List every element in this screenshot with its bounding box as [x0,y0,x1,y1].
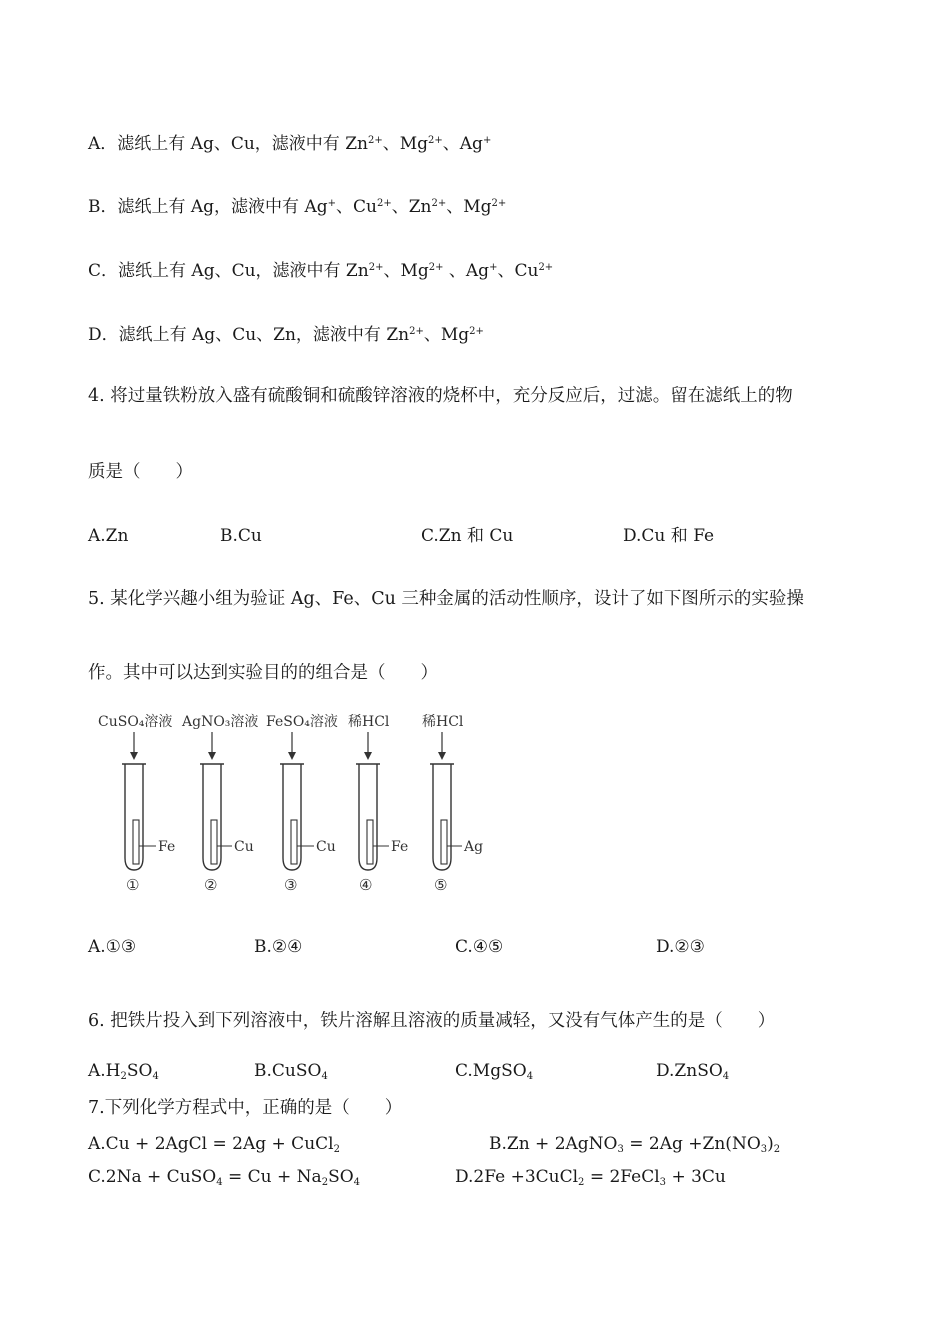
subscript: 4 [722,1071,730,1082]
tube-3-reagent-label: FeSO₄溶液 [266,714,338,730]
subscript: 4 [216,1177,223,1188]
ion-charge: 2+ [428,262,444,273]
tube-4-number: ④ [359,876,373,894]
q7-option-c-text: SO [328,1167,354,1187]
subscript: 3 [760,1144,768,1155]
q6-option-a [88,1060,159,1088]
q7-option-c [88,1166,360,1194]
q5-option-a: A.①③ [88,937,137,957]
q3-option-c-text: 、Mg [383,261,429,281]
q7-option-d-text: D.2Fe +3CuCl [455,1167,579,1187]
tube-1-metal-label: Fe [158,839,176,855]
subscript: 4 [321,1071,328,1082]
q5-stem-line2: 作。其中可以达到实验目的的组合是（ ） [88,663,438,683]
q7-option-b-text: B.Zn + 2AgNO [489,1134,618,1154]
subscript: 4 [526,1071,534,1082]
q6-option-a-text: SO [126,1061,153,1081]
q5-option-c: C.④⑤ [455,937,504,957]
q6-option-b-text: B.CuSO [254,1061,322,1081]
tube-5-reagent-label: 稀HCl [422,714,464,730]
ion-charge: 2+ [469,326,484,337]
q6-option-d-text: D.ZnSO [656,1061,723,1081]
tube-5-metal-label: Ag [464,839,484,855]
ion-charge: + [482,135,492,146]
q6-stem: 6. 把铁片投入到下列溶液中，铁片溶解且溶液的质量减轻，又没有气体产生的是（ ） [88,1011,776,1031]
subscript: 4 [353,1177,361,1188]
q3-option-d [88,321,484,346]
q7-option-c-text: = Cu + Na [222,1167,322,1187]
q3-option-a-text: 、Ag [442,134,483,154]
test-tube-5 [422,714,483,894]
q4-option-a: A.Zn [88,526,129,546]
ion-charge: 2+ [367,135,383,146]
ion-charge: 2+ [538,262,554,273]
subscript: 4 [152,1071,159,1082]
q3-option-d-text: 、Mg [423,325,470,345]
q3-option-b-text: 、Zn [391,197,432,217]
ion-charge: 2+ [431,198,447,209]
q3-option-b-prefix: B．滤纸上有 Ag，滤液中有 Ag [88,197,328,217]
q3-option-c-prefix: C．滤纸上有 Ag、Cu，滤液中有 Zn [88,261,369,281]
subscript: 2 [321,1177,329,1188]
q3-option-b-text: 、Mg [446,197,492,217]
q5-option-d: D.②③ [656,937,705,957]
q3-option-c [88,257,553,282]
q7-option-b-text: ) [767,1134,774,1154]
tube-3-metal-label: Cu [316,839,336,855]
tube-4-reagent-label: 稀HCl [348,714,390,730]
ion-charge: 2+ [491,198,507,209]
q3-option-c-text: 、Cu [497,261,539,281]
test-tube-1 [98,713,175,894]
q3-option-d-prefix: D．滤纸上有 Ag、Cu、Zn，滤液中有 Zn [88,325,410,345]
subscript: 2 [333,1144,340,1155]
test-tube-2 [181,713,258,894]
q6-option-d [656,1060,729,1088]
test-tube-apparatus [96,708,496,894]
q3-option-b [88,193,506,218]
subscript: 2 [578,1177,585,1188]
q6-option-c-text: C.MgSO [455,1061,527,1081]
q3-option-a-prefix: A．滤纸上有 Ag、Cu，滤液中有 Zn [88,134,368,154]
tube-1-number: ① [126,876,140,894]
subscript: 3 [659,1177,667,1188]
tube-2-reagent-label: AgNO₃溶液 [182,714,259,730]
q7-option-d-text: + 3Cu [666,1167,726,1187]
q7-option-b-text: = 2Ag +Zn(NO [623,1134,761,1154]
test-tube-4 [348,714,408,894]
ion-charge: + [327,198,337,209]
q4-option-c: C.Zn 和 Cu [421,526,514,546]
q6-option-a-text: A.H [88,1061,121,1081]
tube-5-number: ⑤ [434,876,448,894]
q4-stem-line2: 质是（ ） [88,462,193,482]
tube-4-metal-label: Fe [391,839,409,855]
q7-stem: 7.下列化学方程式中，正确的是（ ） [88,1098,403,1118]
subscript: 2 [120,1071,127,1082]
q3-option-a-text: 、Mg [382,134,429,154]
ion-charge: 2+ [428,135,443,146]
subscript: 2 [773,1144,781,1155]
q4-option-d: D.Cu 和 Fe [623,526,715,546]
tube-3-number: ③ [284,876,298,894]
tube-2-metal-label: Cu [234,839,254,855]
ion-charge: + [489,262,498,273]
q6-option-b [254,1060,328,1088]
test-tube-3 [266,713,338,894]
q7-option-d [455,1166,726,1194]
q7-option-d-text: = 2FeCl [584,1167,660,1187]
subscript: 3 [617,1144,624,1155]
q3-option-c-text: 、Ag [443,261,490,281]
q3-option-b-text: 、Cu [336,197,377,217]
q5-option-b: B.②④ [254,937,303,957]
ion-charge: 2+ [409,326,424,337]
q3-option-a [88,130,491,155]
tube-1-reagent-label: CuSO₄溶液 [98,714,173,730]
ion-charge: 2+ [368,262,384,273]
ion-charge: 2+ [376,198,392,209]
q4-stem-line1: 4. 将过量铁粉放入盛有硫酸铜和硫酸锌溶液的烧杯中，充分反应后，过滤。留在滤纸上的物 [88,386,793,406]
q7-option-b [489,1133,780,1161]
tube-2-number: ② [204,876,218,894]
q7-option-a-text: A.Cu + 2AgCl = 2Ag + CuCl [88,1134,334,1154]
q7-option-c-text: C.2Na + CuSO [88,1167,217,1187]
q4-option-b: B.Cu [220,526,262,546]
q5-stem-line1: 5. 某化学兴趣小组为验证 Ag、Fe、Cu 三种金属的活动性顺序，设计了如下图所示的实验操 [88,589,804,609]
q6-option-c [455,1060,533,1088]
q7-option-a [88,1133,340,1161]
